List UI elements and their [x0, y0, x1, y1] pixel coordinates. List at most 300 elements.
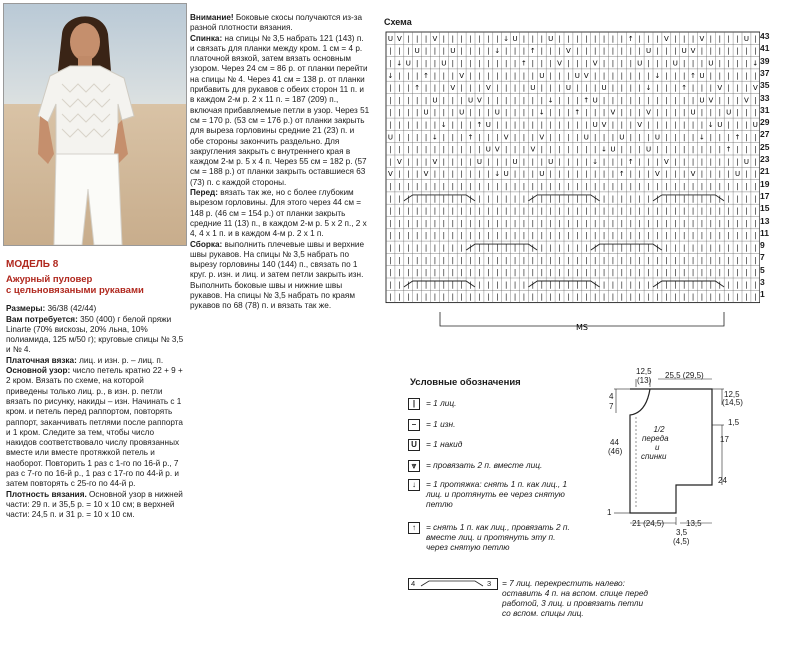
- chart-cell: |: [389, 157, 392, 166]
- model-title: МОДЕЛЬ 8: [6, 259, 59, 270]
- chart-cell: |: [531, 170, 535, 179]
- chart-cell: |: [745, 243, 748, 252]
- dim-neck-width-alt: (13): [637, 376, 652, 385]
- chart-cell: |: [611, 71, 615, 80]
- chart-cell: |: [647, 231, 650, 240]
- chart-cell: |: [638, 268, 641, 277]
- chart-cell: |: [665, 59, 668, 68]
- chart-cell: V: [432, 157, 438, 166]
- chart-cell: |: [718, 268, 721, 277]
- chart-cell: |: [700, 268, 704, 277]
- chart-cell: |: [540, 219, 543, 228]
- chart-cell: |: [469, 145, 472, 154]
- chart-cell: |: [522, 194, 526, 203]
- chart-cell: |: [558, 231, 561, 240]
- chart-cell: ↓: [494, 47, 501, 56]
- chart-cell: |: [460, 96, 463, 105]
- chart-cell: |: [611, 231, 615, 240]
- chart-cell: |: [585, 34, 588, 43]
- chart-cell: |: [442, 256, 446, 265]
- chart-cell: |: [531, 59, 535, 68]
- chart-cell: |: [469, 108, 472, 117]
- chart-cell: |: [460, 293, 463, 302]
- legend-knit-symbol: |: [408, 398, 420, 410]
- chart-cell: |: [665, 293, 668, 302]
- chart-cell: |: [442, 96, 446, 105]
- chart-cell: |: [576, 280, 579, 289]
- chart-cell: |: [567, 108, 570, 117]
- chart-cell: |: [504, 182, 508, 191]
- chart-cell: |: [736, 145, 739, 154]
- chart-cell: |: [647, 280, 650, 289]
- chart-cell: V: [423, 170, 429, 179]
- chart-cell: U: [405, 59, 411, 68]
- chart-cell: |: [469, 256, 472, 265]
- chart-cell: |: [611, 96, 615, 105]
- chart-cell: |: [460, 145, 463, 154]
- chart-cell: |: [496, 231, 499, 240]
- chart-cell: V: [663, 34, 669, 43]
- chart-cell: |: [487, 59, 490, 68]
- chart-cell: |: [496, 157, 499, 166]
- chart-cell: |: [656, 145, 659, 154]
- sizes-paragraph: Размеры: 36/38 (42/44): [6, 304, 97, 314]
- chart-cell: |: [451, 157, 454, 166]
- chart-cell: |: [442, 34, 446, 43]
- chart-cell: |: [487, 71, 490, 80]
- chart-cell: |: [398, 47, 401, 56]
- chart-cell: |: [478, 268, 481, 277]
- chart-cell: |: [647, 268, 650, 277]
- chart-cell: ↓: [396, 59, 403, 68]
- chart-cell: |: [576, 59, 579, 68]
- legend-ssk-text: = 1 протяжка: снять 1 п. как лиц., 1 лиц. и протянуть ее через снятую петлю: [426, 479, 568, 509]
- chart-cell: ↓: [592, 157, 599, 166]
- chart-cell: |: [558, 280, 561, 289]
- chart-cell: |: [424, 194, 428, 203]
- chart-cell: |: [674, 108, 677, 117]
- chart-cell: |: [620, 219, 624, 228]
- chart-cell: |: [682, 194, 686, 203]
- chart-cell: |: [665, 256, 668, 265]
- chart-cell: |: [424, 256, 428, 265]
- chart-cell: |: [469, 293, 472, 302]
- chart-cell: |: [593, 219, 597, 228]
- chart-cell: |: [576, 133, 579, 142]
- chart-cell: |: [478, 170, 481, 179]
- chart-cell: |: [389, 207, 392, 216]
- chart-cell: |: [754, 145, 757, 154]
- chart-cell: |: [709, 256, 713, 265]
- chart-cell: |: [602, 207, 606, 216]
- chart-cell: |: [700, 145, 704, 154]
- chart-cell: |: [665, 47, 668, 56]
- chart-cell: |: [513, 182, 517, 191]
- chart-cell: U: [654, 133, 661, 142]
- chart-cell: V: [503, 133, 509, 142]
- chart-cell: |: [567, 280, 570, 289]
- chart-cell: |: [691, 157, 695, 166]
- chart-cell: |: [469, 243, 472, 252]
- chart-cell: |: [469, 207, 472, 216]
- chart-cell: |: [709, 108, 713, 117]
- chart-cell: |: [638, 256, 641, 265]
- chart-cell: |: [469, 182, 472, 191]
- chart-cell: |: [415, 34, 419, 43]
- chart-cell: |: [700, 120, 704, 129]
- chart-cell: |: [531, 207, 535, 216]
- chart-cell: |: [522, 207, 526, 216]
- chart-cell: U: [708, 59, 714, 68]
- chart-cell: |: [593, 145, 597, 154]
- chart-cell: |: [629, 84, 632, 93]
- chart-cell: |: [558, 34, 561, 43]
- chart-cell: |: [718, 96, 721, 105]
- chart-cell: |: [567, 268, 570, 277]
- chart-cell: |: [513, 293, 517, 302]
- chart-cell: |: [709, 207, 713, 216]
- chart-cell: |: [389, 145, 392, 154]
- chart-cell: |: [522, 34, 526, 43]
- chart-cell: U: [494, 108, 500, 117]
- chart-cell: |: [558, 96, 561, 105]
- chart-cell: |: [469, 84, 472, 93]
- chart-cell: |: [709, 231, 713, 240]
- chart-cell: |: [513, 120, 517, 129]
- chart-cell: |: [665, 170, 668, 179]
- chart-cell: |: [522, 170, 526, 179]
- chart-cell: |: [602, 219, 606, 228]
- chart-cell: |: [451, 231, 454, 240]
- chart-cell: U: [726, 108, 732, 117]
- chart-cell: |: [531, 133, 535, 142]
- chart-cell: |: [522, 219, 526, 228]
- chart-cell: |: [451, 59, 454, 68]
- chart-cell: |: [433, 84, 437, 93]
- chart-cell: |: [398, 207, 401, 216]
- chart-cell: |: [415, 108, 419, 117]
- chart-cell: |: [718, 34, 721, 43]
- chart-cell: |: [504, 219, 508, 228]
- dim-body-height: 44: [610, 438, 619, 447]
- chart-cell: |: [727, 47, 730, 56]
- chart-cell: |: [709, 34, 713, 43]
- chart-cell: |: [709, 157, 713, 166]
- chart-cell: |: [682, 34, 686, 43]
- chart-cell: U: [423, 108, 429, 117]
- chart-cell: |: [496, 194, 499, 203]
- chart-cell: ↓: [645, 84, 652, 93]
- row-number: 17: [760, 190, 770, 201]
- chart-cell: |: [469, 59, 472, 68]
- chart-cell: |: [504, 207, 508, 216]
- chart-cell: |: [647, 157, 650, 166]
- chart-cell: |: [415, 59, 419, 68]
- row-number: 15: [760, 203, 770, 214]
- chart-cell: |: [487, 47, 490, 56]
- chart-cell: |: [656, 182, 659, 191]
- chart-cell: |: [549, 120, 552, 129]
- chart-cell: |: [585, 182, 588, 191]
- chart-cell: |: [433, 182, 437, 191]
- chart-cell: U: [387, 34, 394, 43]
- chart-cell: |: [745, 231, 748, 240]
- chart-cell: |: [415, 293, 419, 302]
- chart-cell: |: [602, 293, 606, 302]
- chart-cell: |: [736, 219, 739, 228]
- chart-cell: |: [718, 145, 721, 154]
- chart-cell: |: [611, 280, 615, 289]
- chart-cell: |: [433, 243, 437, 252]
- chart-cell: |: [700, 219, 704, 228]
- chart-cell: |: [460, 182, 463, 191]
- chart-cell: |: [478, 194, 481, 203]
- chart-cell: |: [576, 182, 579, 191]
- chart-cell: |: [638, 34, 641, 43]
- chart-cell: |: [602, 231, 606, 240]
- chart-cell: |: [451, 145, 454, 154]
- chart-cell: |: [736, 108, 739, 117]
- chart-cell: |: [504, 243, 508, 252]
- chart-cell: |: [540, 280, 543, 289]
- chart-cell: |: [469, 170, 472, 179]
- chart-cell: |: [682, 231, 686, 240]
- chart-cell: |: [638, 219, 641, 228]
- chart-cell: |: [674, 207, 677, 216]
- chart-cell: |: [727, 219, 730, 228]
- chart-cell: |: [549, 231, 552, 240]
- chart-cell: |: [407, 108, 410, 117]
- chart-cell: |: [478, 207, 481, 216]
- chart-cell: |: [709, 293, 713, 302]
- chart-cell: V: [717, 84, 723, 93]
- chart-cell: |: [576, 34, 579, 43]
- legend-purl-symbol: –: [408, 419, 420, 431]
- row-number: 39: [760, 55, 770, 66]
- chart-cell: |: [727, 157, 730, 166]
- chart-cell: |: [745, 182, 748, 191]
- chart-cell: |: [407, 243, 410, 252]
- chart-cell: |: [620, 84, 624, 93]
- chart-cell: |: [691, 34, 695, 43]
- chart-cell: |: [674, 170, 677, 179]
- legend-k2tog-symbol: ⩔: [408, 460, 420, 472]
- row-number: 23: [760, 154, 770, 164]
- chart-cell: |: [585, 268, 588, 277]
- chart-cell: |: [496, 207, 499, 216]
- chart-cell: U: [459, 108, 465, 117]
- chart-cell: |: [691, 231, 695, 240]
- chart-cell: |: [478, 145, 481, 154]
- chart-cell: |: [629, 108, 632, 117]
- chart-cell: |: [691, 194, 695, 203]
- center-label-2: переда: [642, 434, 669, 443]
- chart-cell: |: [531, 71, 535, 80]
- chart-cell: |: [504, 84, 508, 93]
- chart-cell: |: [718, 157, 721, 166]
- chart-cell: |: [478, 182, 481, 191]
- chart-cell: |: [620, 280, 624, 289]
- chart-cell: |: [585, 47, 588, 56]
- chart-cell: U: [690, 108, 696, 117]
- chart-cell: |: [656, 231, 659, 240]
- chart-cell: |: [576, 47, 579, 56]
- chart-cell: V: [744, 96, 749, 105]
- chart-cell: |: [656, 219, 659, 228]
- chart-cell: |: [496, 34, 499, 43]
- chart-cell: |: [674, 120, 677, 129]
- chart-cell: |: [415, 243, 419, 252]
- legend-yarnover-symbol: U: [408, 439, 420, 451]
- chart-cell: |: [398, 243, 401, 252]
- chart-cell: |: [567, 243, 570, 252]
- chart-cell: U: [467, 96, 474, 105]
- chart-cell: V: [663, 157, 669, 166]
- chart-cell: |: [727, 71, 730, 80]
- model-photo: [3, 3, 187, 246]
- chart-cell: |: [682, 157, 686, 166]
- chart-cell: |: [389, 84, 392, 93]
- legend-yarnover-text: = 1 накид: [426, 439, 463, 449]
- chart-cell: V: [494, 145, 500, 154]
- chart-cell: |: [638, 96, 641, 105]
- chart-cell: |: [567, 34, 570, 43]
- chart-cell: V: [396, 34, 402, 43]
- dim-neck-depth-front: 4: [609, 392, 614, 401]
- chart-cell: ↑: [529, 47, 536, 56]
- chart-cell: |: [700, 84, 704, 93]
- chart-cell: |: [469, 194, 472, 203]
- chart-cell: |: [513, 194, 517, 203]
- chart-cell: |: [496, 243, 499, 252]
- row-number: 33: [760, 92, 770, 103]
- chart-cell: |: [513, 71, 517, 80]
- chart-cell: |: [682, 207, 686, 216]
- chart-cell: U: [734, 170, 741, 179]
- chart-cell: |: [576, 231, 579, 240]
- chart-cell: |: [460, 120, 463, 129]
- chart-cell: |: [451, 34, 454, 43]
- chart-cell: |: [700, 157, 704, 166]
- chart-cell: U: [539, 170, 545, 179]
- chart-cell: |: [576, 96, 579, 105]
- chart-cell: |: [585, 243, 588, 252]
- chart-cell: |: [727, 34, 730, 43]
- chart-cell: |: [567, 256, 570, 265]
- front-paragraph: Перед: вязать так же, но с более глубоким вырезом горловины. Для этого через 44 см = 148 р. (46 см = 154 р.) от планки закрыть средние 11 (13) п., в каждом 2-м р. 5 х 2 п., 2 х 4, 4 х 1 п. и в каждом 4-м р. 2 х 1 п.: [190, 188, 367, 239]
- chart-cell: |: [727, 84, 730, 93]
- chart-cell: |: [691, 84, 695, 93]
- chart-cell: |: [700, 280, 704, 289]
- chart-cell: U: [592, 120, 598, 129]
- chart-cell: |: [478, 59, 481, 68]
- chart-cell: |: [460, 59, 463, 68]
- chart-cell: |: [407, 47, 410, 56]
- chart-cell: |: [727, 243, 730, 252]
- chart-cell: |: [460, 268, 463, 277]
- chart-cell: |: [602, 96, 606, 105]
- chart-cell: |: [736, 293, 739, 302]
- row-number: 35: [760, 80, 770, 91]
- chart-cell: |: [593, 34, 597, 43]
- rapport-label: MS: [576, 323, 588, 330]
- chart-cell: |: [567, 293, 570, 302]
- chart-cell: |: [585, 231, 588, 240]
- chart-cell: |: [478, 71, 481, 80]
- chart-cell: |: [451, 120, 454, 129]
- chart-cell: |: [682, 243, 686, 252]
- chart-cell: |: [656, 120, 659, 129]
- chart-cell: |: [638, 84, 641, 93]
- chart-cell: |: [433, 293, 437, 302]
- chart-cell: |: [727, 59, 730, 68]
- chart-cell: |: [424, 84, 428, 93]
- chart-cell: ↑: [734, 133, 741, 142]
- chart-cell: |: [665, 145, 668, 154]
- chart-cell: |: [540, 96, 543, 105]
- chart-cell: |: [682, 170, 686, 179]
- chart-cell: |: [709, 47, 713, 56]
- chart-cell: |: [736, 59, 739, 68]
- chart-cell: |: [558, 120, 561, 129]
- chart-cell: |: [638, 145, 641, 154]
- chart-cell: |: [442, 157, 446, 166]
- chart-cell: |: [407, 133, 410, 142]
- chart-cell: |: [593, 194, 597, 203]
- center-label-1: 1/2: [653, 425, 665, 434]
- chart-cell: U: [752, 120, 758, 129]
- chart-cell: |: [389, 194, 392, 203]
- chart-cell: |: [754, 157, 757, 166]
- chart-cell: |: [665, 84, 668, 93]
- chart-cell: |: [442, 84, 446, 93]
- chart-cell: |: [522, 231, 526, 240]
- chart-cell: |: [567, 231, 570, 240]
- chart-cell: |: [602, 133, 606, 142]
- chart-cell: |: [540, 268, 543, 277]
- chart-cell: |: [540, 194, 543, 203]
- chart-cell: |: [718, 256, 721, 265]
- chart-cell: |: [620, 145, 624, 154]
- chart-cell: |: [593, 84, 597, 93]
- chart-cell: |: [558, 243, 561, 252]
- chart-cell: |: [522, 71, 526, 80]
- chart-cell: |: [496, 71, 499, 80]
- chart-cell: |: [424, 96, 428, 105]
- chart-cell: |: [469, 231, 472, 240]
- chart-cell: |: [700, 59, 704, 68]
- chart-cell: |: [682, 108, 686, 117]
- chart-cell: |: [478, 219, 481, 228]
- chart-cell: |: [656, 268, 659, 277]
- chart-cell: |: [647, 34, 650, 43]
- chart-cell: |: [451, 194, 454, 203]
- chart-cell: |: [407, 256, 410, 265]
- chart-cell: V: [450, 84, 456, 93]
- chart-cell: V: [530, 145, 536, 154]
- chart-cell: |: [513, 59, 517, 68]
- chart-cell: |: [398, 231, 401, 240]
- chart-cell: |: [745, 145, 748, 154]
- chart-cell: |: [451, 280, 454, 289]
- chart-cell: V: [396, 157, 402, 166]
- chart-cell: |: [620, 194, 624, 203]
- chart-cell: |: [442, 207, 446, 216]
- chart-cell: |: [656, 47, 659, 56]
- chart-cell: |: [531, 182, 535, 191]
- chart-cell: |: [433, 59, 437, 68]
- chart-cell: |: [718, 219, 721, 228]
